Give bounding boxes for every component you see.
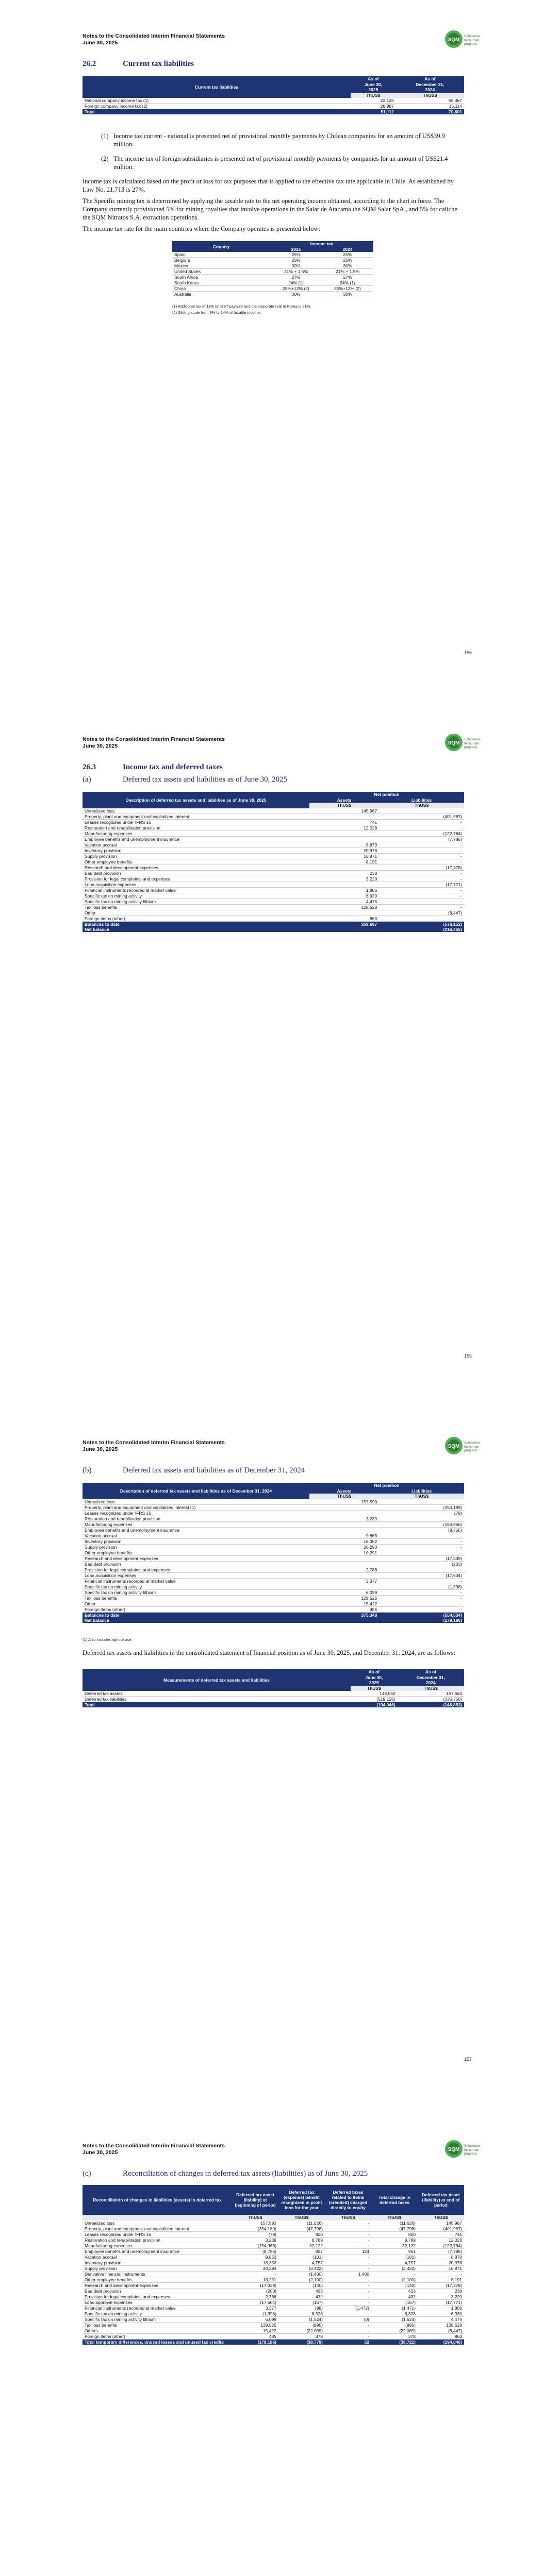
deferred-tax-2025-table: Description of deferred tax assets and liabilities as of June 30, 2025 Net position Assets Liabilities ThUS$ ThUS$ Unrealized loss 145,967 Property, plant and equipment and capitalized interest (401,987) Leases recognized under IFRS 16 741 - Restoration and rehabilitation provision 12,028 - Manufacturing expenses (122,784) Employee benefits and unemployment insurance (7,785) Vacation accrual 8,870 - Inventory provision 20,978 - Supply provision 16,871 - Other employee benefits 8,191 - Research and development expenses (17,378) Bad debt provision 230 - Provision for legal complaints and expenses 3,220 - Loan acquisition expenses (17,771) Financial instruments recorded at market value 1,806 - Specific tax on mining activity 6,930 - Specific tax on mining activity lithium 4,475 - Tax loss benefits 128,528 - Other (8,447) Foreign items (other) 863 - Balances to date 359,697 (576,152) Net balance (216,455) xyxy=(83,792,464,932)
company-logo xyxy=(444,30,491,50)
deferred-tax-2024-table: Description of deferred tax assets and liabilities as of December 31, 2024 Net position Assets Liabilities ThUS$ ThUS$ Unrealized loss 157,593 Property, plant and equipment and capitalized interest (1) (354,189) Leases recognized under IFRS 16 (79) Restoration and rehabilitation provision 3,239 - Manufacturing expenses (154,966) Employee benefits and unemployment insurance (8,756) Vacation accrual 9,863 - Inventory provision 16,352 - Supply provision 20,293 - Other employee benefits 10,291 - Research and development expenses (17,339) Bad debt provision (203) Provision for legal complaints and expenses 2,788 - Loan acquisition expenses (17,604) Financial instruments recorded at market value 3,377 - Specific tax on mining activity (1,398) Specific tax on mining activity lithium 6,099 - Tax loss benefits 129,525 - Other 15,422 - Foreign items (other) 485 - Balances to date 375,348 (554,534) Net balance (179,186) xyxy=(83,1483,464,1623)
table-row: South Africa 27% 27% xyxy=(172,275,373,280)
table-row: Unrealized loss 145,967 xyxy=(83,808,464,814)
rate-footnote-1: (1) Additional tax of 11% on GST payable and the corporate rate in Korea is 21%. xyxy=(172,304,311,309)
table-row: Leases recognized under IFRS 16 (79) xyxy=(83,1510,464,1516)
paragraph-country-intro: The income tax rate for the main countries where the Company operates is presented below: xyxy=(83,225,320,232)
subsection-title: Deferred tax assets and liabilities as of December 31, 2024 xyxy=(123,1466,305,1475)
svg-text:SQM: SQM xyxy=(448,37,460,43)
company-logo xyxy=(444,2140,491,2160)
section-title: Current tax liabilities xyxy=(123,60,194,68)
section-title: Income tax and deferred taxes xyxy=(123,763,223,771)
paragraph-tax-rate: Income tax is calculated based on the profit or loss for tax purposes that is applied to the effective tax rate applicable in Chile. As established by Law No. 21,713 is 27%. xyxy=(83,178,454,193)
paragraph-deferred-summary: Deferred tax assets and liabilities in the consolidated statement of financial position as of June 30, 2025, and December 31, 2024, are as follows: xyxy=(83,1649,456,1656)
table-row: Property, plant and equipment and capitalized interest (354,189) (47,798) - (47,798) (401,987) xyxy=(83,2226,464,2231)
total-row: Total (194,046) (146,853) xyxy=(83,1702,464,1708)
table-row: Employee benefits and unemployment insurance (8,756) xyxy=(83,1527,464,1533)
table-row: Employee benefits and unemployment insurance (7,785) xyxy=(83,836,464,842)
col-header-label: Current tax liabilities xyxy=(194,84,239,90)
table-row: Bad debt provision (203) xyxy=(83,1561,464,1567)
logo-tagline: Soluciones for human progress xyxy=(464,738,481,749)
header-date: June 30, 2025 xyxy=(83,40,118,46)
svg-text:SQM: SQM xyxy=(448,2147,460,2153)
table-row: Manufacturing expenses (122,784) xyxy=(83,831,464,836)
logo-badge-icon xyxy=(444,1436,463,1455)
table-row: Specific tax on mining activity lithium 6,099 (1,624) (0) (1,624) 4,475 xyxy=(83,2316,464,2322)
tax-rate-table: Country Income tax 2025 2024 Spain 25% 25% Belgium 25% 25% Mexico 30% 30% United States 21% + 1.5% 21% + 1.5% South Africa 27% 27% South Korea 24% (1) 24% (1) China 25%+12% (2) 25%+12% (2) Australia 30% 30% xyxy=(172,241,373,297)
table-row: Property, plant and equipment and capitalized interest (401,987) xyxy=(83,814,464,819)
table-row: Research and development expenses (17,339) (140) - (140) (17,378) xyxy=(83,2282,464,2288)
total-row: Total temporary differences, unused losses and unused tax credits (179,186) (38,779) 52 (38,721) (194,046) xyxy=(83,2339,464,2345)
table-row: Financial instruments recorded at market value 3,377 (99) (1,472) (1,471) 1,806 xyxy=(83,2305,464,2311)
table-row: Restoration and rehabilitation provision 12,028 - xyxy=(83,825,464,831)
table-row: Leases recognized under IFRS 16 741 - xyxy=(83,819,464,825)
table-row: Manufacturing expenses (154,966) 32,122 - 32,122 (122,784) xyxy=(83,2243,464,2248)
table-row: Provision for legal complaints and expenses 3,220 - xyxy=(83,876,464,882)
subsection-title: Deferred tax assets and liabilities as of June 30, 2025 xyxy=(123,775,288,784)
table-row: Specific tax on mining activity 6,930 - xyxy=(83,893,464,899)
rate-footnote-2: (2) Sliding scale from 9% to 14% of taxable income. xyxy=(172,310,261,315)
table-row: Inventory provision 16,352 4,757 - 4,757 20,978 xyxy=(83,2260,464,2265)
page-155 xyxy=(0,0,544,703)
subsection-title: Reconciliation of changes in deferred tax assets (liabilities) as of June 30, 2025 xyxy=(123,2170,368,2178)
page-158 xyxy=(0,2110,544,2576)
subsection-number: (b) xyxy=(83,1466,92,1475)
table-row: Bad debt provision 230 - xyxy=(83,870,464,876)
table-row: Foreign items (other) 863 - xyxy=(83,916,464,921)
table-row: Deferred tax liabilities (519,126) (336,750) xyxy=(83,1697,464,1702)
table-row: Foreign items (other) 485 - xyxy=(83,1606,464,1612)
table-row: Australia 30% 30% xyxy=(172,292,373,297)
table-row: Bad debt provision (203) 433 - 433 230 xyxy=(83,2288,464,2294)
table-row: Property, plant and equipment and capitalized interest (1) (354,189) xyxy=(83,1504,464,1510)
table-row: Employee benefits and unemployment insurance (8,756) 827 124 951 (7,785) xyxy=(83,2248,464,2254)
table-row: Provision for legal complaints and expenses 2,788 432 - 432 3,220 xyxy=(83,2294,464,2299)
logo-tagline: Soluciones for human progress xyxy=(464,2144,481,2156)
table-row: Specific tax on mining activity lithium 6,099 - xyxy=(83,1589,464,1595)
doc-header: Notes to the Consolidated Interim Financial Statements June 30, 2025 xyxy=(83,1439,225,1452)
table-row: Financial instruments recorded at market value 3,377 - xyxy=(83,1578,464,1584)
company-logo xyxy=(444,1436,491,1457)
table-row: Manufacturing expenses (154,966) xyxy=(83,1521,464,1527)
table-row: Inventory provision 16,352 - xyxy=(83,1538,464,1544)
balance-row: Balances to date 359,697 (576,152) xyxy=(83,921,464,927)
table-row: Spain 25% 25% xyxy=(172,252,373,258)
table-row: Specific tax on mining activity (1,398) 8,328 - 8,328 6,930 xyxy=(83,2311,464,2316)
table-row: Others 15,422 (22,069) - (22,069) (8,447) xyxy=(83,2328,464,2333)
page-157 xyxy=(0,1406,544,2110)
table-row: China 25%+12% (2) 25%+12% (2) xyxy=(172,286,373,292)
table-row: Vacation accrual 9,863 (101) - (101) 8,870 xyxy=(83,2254,464,2260)
table-row: United States 21% + 1.5% 21% + 1.5% xyxy=(172,269,373,275)
table-row: Other (8,447) xyxy=(83,910,464,916)
logo-tagline: Soluciones for human progress xyxy=(464,35,481,46)
table-row: Other employee benefits 10,291 (2,100) - (2,100) 8,191 xyxy=(83,2277,464,2282)
table-row: Deferred tax assets 149,062 157,564 xyxy=(83,1691,464,1697)
table-row: Unrealized loss 157,593 (11,626) - (11,626) 145,967 xyxy=(83,2221,464,2226)
table-row: Belgium 25% 25% xyxy=(172,258,373,263)
table-row: Supply provision 16,871 - xyxy=(83,853,464,859)
svg-text:SQM: SQM xyxy=(448,1444,460,1449)
deferred-summary-table: Measurements of deferred tax assets and liabilities As of As of June 30, December 31, 2025 2024 ThUS$ ThUS$ Deferred tax assets 149,062 157,564 Deferred tax liabilities (519,126) (336,750) Total (194,046) (146,853) xyxy=(83,1669,464,1707)
table-row: Supply provision 20,293 - xyxy=(83,1544,464,1550)
page-number: 155 xyxy=(464,650,472,655)
table-row: Specific tax on mining activity lithium 4,475 - xyxy=(83,899,464,904)
doc-header xyxy=(83,33,225,46)
table-row: Supply provision 20,293 (3,422) - (3,422) 16,871 xyxy=(83,2265,464,2271)
subsection-number: (a) xyxy=(83,775,91,784)
table-row: Loan approval expenses (17,604) (167) - (167) (17,771) xyxy=(83,2299,464,2305)
table-row: Tax loss benefits 129,525 (995) - (995) 128,528 xyxy=(83,2322,464,2328)
table-row: South Korea 24% (1) 24% (1) xyxy=(172,280,373,286)
page-number: 157 xyxy=(464,2057,472,2062)
note-2: (2) The income tax of foreign subsidiaries is presented net of provisional monthly payments by companies for an amount of US$21.4 million. xyxy=(101,155,448,171)
table-row: Foreign company income tax (2) 28,987 15,114 xyxy=(83,104,464,109)
table-row: National company income tax (1) 22,125 55,487 xyxy=(83,98,464,104)
table-row: Inventory provision 20,978 - xyxy=(83,848,464,853)
table-row: Mexico 30% 30% xyxy=(172,263,373,269)
ppe-footnote: (1) Also includes right of use. xyxy=(83,1637,133,1642)
table-row: Restoration and rehabilitation provision 3,239 8,789 - 8,789 12,028 xyxy=(83,2237,464,2243)
table-row: Tax loss benefits 129,525 - xyxy=(83,1595,464,1601)
doc-header: Notes to the Consolidated Interim Financial Statements June 30, 2025 xyxy=(83,736,225,749)
logo-badge-icon xyxy=(444,30,463,48)
table-row: Loan acquisition expenses (17,771) xyxy=(83,882,464,887)
doc-header: Notes to the Consolidated Interim Financial Statements June 30, 2025 xyxy=(83,2143,225,2156)
table-row: Other employee benefits 8,191 - xyxy=(83,859,464,865)
net-balance-row: Net balance (179,186) xyxy=(83,1618,464,1623)
table-row: Vacation accrual 9,863 - xyxy=(83,1533,464,1538)
table-row: Tax loss benefits 128,528 - xyxy=(83,904,464,910)
note-1: (1) Income tax current - national is presented net of provisional monthly payments by Chilean companies for an amount of US$39.9 million. xyxy=(101,132,445,148)
table-row: Leases recognized under IFRS 16 (79) 820 - 820 741 xyxy=(83,2231,464,2237)
country-col-header: Country xyxy=(212,244,230,249)
page-number: 156 xyxy=(464,1353,472,1359)
company-logo xyxy=(444,733,491,754)
page-156 xyxy=(0,703,544,1406)
subsection-number: (c) xyxy=(83,2170,91,2178)
table-row: Research and development expenses (17,339) xyxy=(83,1555,464,1561)
table-row: Financial instruments recorded at market value 1,806 - xyxy=(83,887,464,893)
table-row: Derivative financial instruments - (1,400) 1,400 - - xyxy=(83,2271,464,2277)
svg-text:SQM: SQM xyxy=(448,740,460,746)
net-balance-row: Net balance (216,455) xyxy=(83,927,464,933)
logo-badge-icon xyxy=(444,2140,463,2158)
table-row: Other 15,422 - xyxy=(83,1601,464,1606)
table-row: Restoration and rehabilitation provision 3,239 - xyxy=(83,1516,464,1521)
paragraph-mining-tax: The Specific mining tax is determined by applying the taxable rate to the net operating income obtained, according to the chart in force. The Company currently provisioned 5% for mining royalties that involve operations in the Salar de Atacama the SQM Salar SpA., and 5% for caliche the SQM Nitratos S.A. extraction operations. xyxy=(83,197,457,221)
balance-row: Balances to date 375,348 (554,534) xyxy=(83,1612,464,1618)
table-row: Provision for legal complaints and expenses 2,788 - xyxy=(83,1567,464,1572)
header-title: Notes to the Consolidated Interim Financial Statements xyxy=(83,33,225,39)
total-row: Total 51,112 70,601 xyxy=(83,109,464,115)
reconciliation-table: Reconciliation of changes in liabilities (assets) in deferred tax Deferred tax asset (liability) at beginning of period Deferred tax (expense) benefit recognized in profit loss for the year Deferred taxes related to items (credited) charged directly to equity Total change in deferred taxes Deferred tax asset (liability) at end of period ThUS$ ThUS$ ThUS$ ThUS$ ThUS$ Unrealized loss 157,593 (11,626) - (11,626) 145,967 Property, plant and equipment and capitalized interest (354,189) (47,798) - (47,798) (401,987) Leases recognized under IFRS 16 (79) 820 - 820 741 Restoration and rehabilitation provision 3,239 8,789 - 8,789 12,028 Manufacturing expenses (154,966) 32,122 - 32,122 (122,784) Employee benefits and unemployment insurance (8,756) 827 124 951 (7,785) Vacation accrual 9,863 (101) - (101) 8,870 Inventory provision 16,352 4,757 - 4,757 20,978 Supply provision 20,293 (3,422) - (3,422) 16,871 Derivative financial instruments - (1,400) 1,400 - - Other employee benefits 10,291 (2,100) - (2,100) 8,191 Research and development expenses (17,339) (140) - (140) (17,378) Bad debt provision (203) 433 - 433 230 Provision for legal complaints and expenses 2,788 432 - 432 3,220 Loan approval expenses (17,604) (167) - (167) (17,771) Financial instruments recorded at market value 3,377 (99) (1,472) (1,471) 1,806 Specific tax on mining activity (1,398) 8,328 - 8,328 6,930 Specific tax on mining activity lithium 6,099 (1,624) (0) (1,624) 4,475 Tax loss benefits 129,525 (995) - (995) 128,528 Others 15,422 (22,069) - (22,069) (8,447) Foreign items (other) 485 378 - 378 863 Total temporary differences, unused losses and unused tax credits (179,186) (38,779) 52 (38,721) (194,046) xyxy=(83,2185,464,2345)
logo-badge-icon xyxy=(444,733,463,752)
current-tax-table: Current tax liabilities As of As of June 30, December 31, 2025 2024 ThUS$ ThUS$ National company income tax (1) 22,125 55,487 Foreign company income tax (2) 28,987 15,114 Total 51,112 70,601 xyxy=(83,76,464,114)
table-row: Other employee benefits 10,291 - xyxy=(83,1550,464,1555)
table-row: Unrealized loss 157,593 xyxy=(83,1499,464,1505)
section-number: 26.3 xyxy=(83,763,96,771)
table-row: Research and development expenses (17,378) xyxy=(83,865,464,870)
table-row: Loan acquisition expenses (17,604) xyxy=(83,1572,464,1578)
table-row: Foreign items (other) 485 378 - 378 863 xyxy=(83,2333,464,2339)
table-row: Vacation accrual 8,870 - xyxy=(83,842,464,848)
table-row: Specific tax on mining activity (1,398) xyxy=(83,1584,464,1589)
section-number: 26.2 xyxy=(83,60,96,68)
logo-tagline: Soluciones for human progress xyxy=(464,1441,481,1452)
